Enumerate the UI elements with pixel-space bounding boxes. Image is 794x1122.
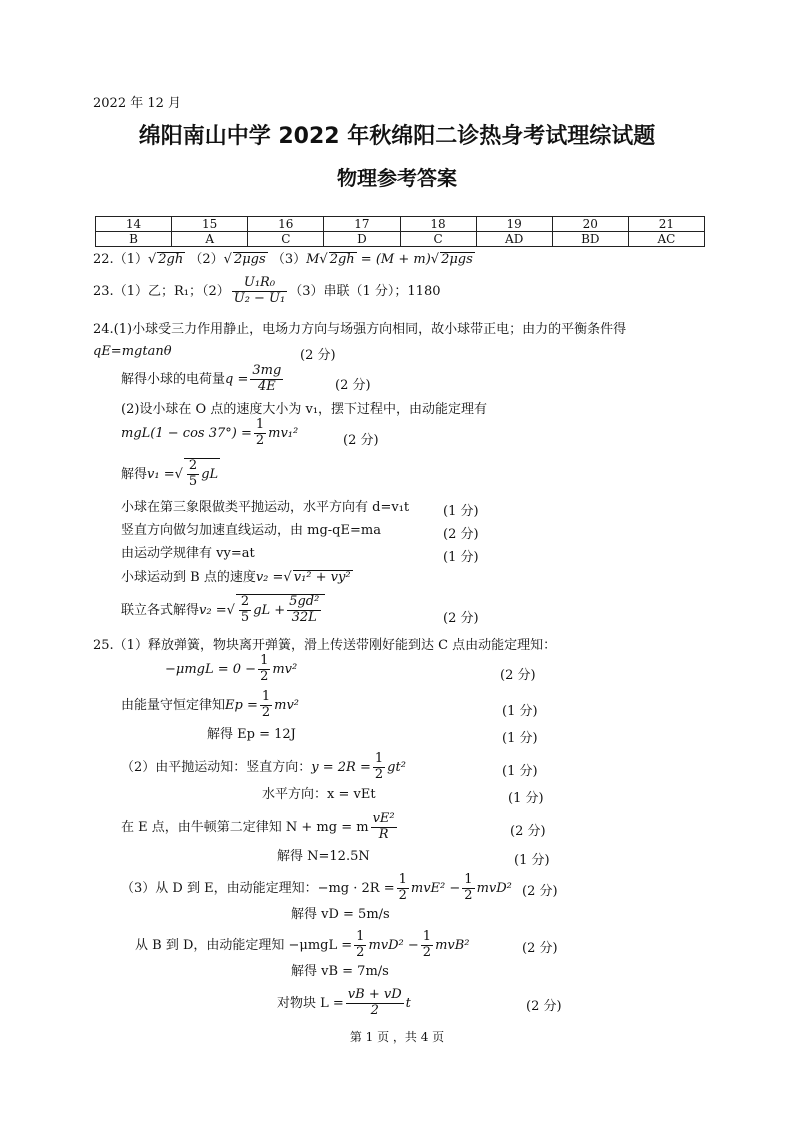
fraction-numerator: 1 [464,872,473,887]
q25-newton-result: 解得 N=12.5N [277,849,370,864]
q25-part3 [121,873,512,904]
q25-eq2 [121,690,299,721]
fraction-denominator: 2 [398,887,407,903]
fraction-numerator: 1 [255,417,265,432]
q24-energy-rhs: mv₁² [268,425,299,441]
q25-eq1-lhs: −μmgL = 0 − [165,661,257,677]
answer-cell: C [248,232,324,247]
q24-speed-pre: 小球运动到 B 点的速度 [121,570,256,585]
fraction-denominator: 2 [422,944,432,960]
q25-bd-fraction1 [354,930,366,961]
question-number: 18 [400,217,476,232]
q25-bd-fraction2 [421,930,433,961]
q25-part3-mid: mvE² − [410,880,461,896]
q24-v1-fraction [187,459,199,490]
fraction-denominator: 5 [188,473,198,489]
score: (1 分) [502,764,538,779]
q24-joint-fraction-a [239,595,251,626]
q24-v1-line [121,458,220,490]
q25-horizontal: 水平方向：x = vEt [262,787,376,802]
score: (2 分) [343,433,379,448]
q22-answer3-root1: 2gh [329,252,355,267]
q25-eq1-fraction [258,654,270,685]
sqrt-sign [319,252,327,267]
score: (2 分) [522,941,558,956]
fraction-numerator: 1 [398,872,407,887]
q22-line [93,252,475,268]
q24-kinematic: 由运动学规律有 vy=at [121,546,255,561]
q25-part3-pre: （3）从 D 到 E，由动能定理知：−mg · 2R = [121,880,395,896]
answer-cell: C [400,232,476,247]
fraction-denominator: 2 [464,887,473,903]
fraction-numerator: 1 [261,689,271,704]
fraction-numerator: 1 [374,751,384,766]
score: (2 分) [300,348,336,363]
q25-part3-rhs: mvD² [476,880,512,896]
q25-bd-rhs: mvB² [435,937,470,953]
sqrt-sign [431,252,439,267]
score: (2 分) [510,824,546,839]
q24-speed-eq: v₂ = [255,570,284,585]
q25-length [277,988,411,1019]
q25-part2 [121,752,406,783]
q24-joint-pre: 联立各式解得 [121,602,200,618]
q23-label: 23. [93,283,114,299]
fraction-numerator: U₁R₀ [232,276,288,292]
q25-eq2-rhs: mv² [274,697,300,713]
q24-joint-radicand [236,594,325,626]
fraction-denominator: 2 [255,432,265,448]
q24-v1-pre: 解得 [121,466,148,482]
q24-speed-radicand: v₁² + vy² [293,570,351,585]
q25-bd [135,930,470,961]
q25-eq3: 解得 Ep = 12J [207,727,296,742]
q24-part2-text: (2)设小球在 O 点的速度大小为 v₁，摆下过程中，由动能定理有 [121,402,488,417]
fraction-numerator: 1 [356,929,365,944]
q24-v1-lhs: v₁ = [147,466,175,482]
page-footer: 第 1 页 ，共 4 页 [349,1030,445,1044]
score: (1 分) [443,550,479,565]
q24-speed-line [121,570,353,586]
fraction-numerator: vB + vD [347,987,402,1002]
answer-cell: A [172,232,248,247]
fraction-numerator: 2 [188,458,198,473]
q24-joint-fraction-b [287,595,321,626]
q22-answer3-mid: = (M + m) [356,252,431,267]
question-number: 19 [476,217,552,232]
q24-v1-rhs: gL [201,466,219,482]
fraction-numerator: 5gd² [289,594,320,609]
q25-eq1 [165,654,297,685]
question-number: 17 [324,217,400,232]
q24-joint-line [121,594,325,626]
q24-joint-eq: v₂ = [199,602,227,618]
score: (2 分) [522,884,558,899]
q24-intro: 24.(1)小球受三力作用静止，电场力方向与场强方向相同，故小球带正电；由力的平衡条件得 [93,322,627,337]
answer-cell: AD [476,232,552,247]
q22-part2: （2） [189,252,224,267]
q25-length-pre: 对物块 L = [277,995,344,1011]
page-title: 绵阳南山中学 2022 年秋绵阳二诊热身考试理综试题 [138,124,656,149]
q22-label: 22. [93,252,114,267]
question-number: 15 [172,217,248,232]
fraction-numerator: 1 [422,929,432,944]
q25-part2-lhs: y = 2R = [311,759,371,775]
fraction-denominator: 2 [261,704,271,720]
answer-cell: D [324,232,400,247]
q24-charge-line [121,364,285,395]
q25-length-fraction [346,988,404,1019]
sqrt-sign [224,252,232,267]
q25-newton [121,812,399,843]
q25-eq2-lhs: Ep = [225,697,258,713]
q24-charge-pre: 解得小球的电荷量 [121,371,226,387]
score: (2 分) [443,527,479,542]
fraction-denominator: 2 [374,766,384,782]
q25-length-rhs: t [405,995,411,1011]
question-number: 16 [248,217,324,232]
q25-eq2-fraction [260,690,272,721]
q22-answer3-root2: 2μgs [441,252,473,267]
sqrt-sign [148,252,156,267]
q24-energy-line [121,418,298,449]
q24-vertical: 竖直方向做匀加速直线运动，由 mg-qE=ma [121,523,381,538]
fraction-denominator: 4E [257,378,276,394]
q25-newton-fraction [371,812,397,843]
q24-energy-lhs: mgL(1 − cos 37°) = [121,425,252,441]
fraction-numerator: 3mg [252,363,282,378]
score: (2 分) [443,611,479,626]
q24-charge-q: q = [225,371,249,387]
fraction-denominator: 2 [370,1002,379,1018]
fraction-denominator: 32L [291,609,317,625]
q25-newton-pre: 在 E 点，由牛顿第二定律知 N + mg = m [121,819,369,835]
q25-vd: 解得 vD = 5m/s [291,907,390,922]
question-number: 14 [96,217,172,232]
score: (2 分) [335,378,371,393]
q25-eq2-pre: 由能量守恒定律知 [121,697,226,713]
fraction-denominator: R [378,826,389,842]
fraction-denominator: 2 [260,668,269,684]
q25-part2-fraction [373,752,385,783]
q25-intro: 25.（1）释放弹簧，物块离开弹簧，滑上传送带刚好能到达 C 点由动能定理知： [93,638,557,653]
q23-fraction [232,276,288,307]
score: (1 分) [514,853,550,868]
q25-part2-rhs: gt² [387,759,406,775]
q22-answer3-pre: M [306,252,320,267]
q24-horizontal: 小球在第三象限做类平抛运动，水平方向有 d=v₁t [121,500,410,515]
fraction-denominator: U₂ − U₁ [233,290,286,306]
q25-eq1-rhs: mv² [272,661,298,677]
q22-part3: （3） [271,252,307,267]
q24-joint-mid: gL + [253,602,286,618]
score: (1 分) [508,791,544,806]
answer-cell: AC [628,232,704,247]
question-number: 21 [628,217,704,232]
fraction-denominator: 5 [240,609,250,625]
q24-v1-radicand [184,458,220,490]
q25-vb: 解得 vB = 7m/s [291,964,389,979]
q23-part1: （1）乙；R₁；（2） [113,283,230,299]
answer-cell: BD [552,232,628,247]
score: (1 分) [443,504,479,519]
sqrt-sign [227,603,235,618]
q25-part3-fraction2 [462,873,474,904]
page-subtitle: 物理参考答案 [337,166,457,190]
q24-force-balance: qE=mgtanθ [93,344,172,359]
q25-part2-pre: （2）由平抛运动知：竖直方向： [121,759,312,775]
q22-answer2: 2μgs [233,252,266,267]
q22-answer1: 2gh [158,252,184,267]
sqrt-sign [175,467,183,482]
q25-bd-pre: 从 B 到 D，由动能定理知 −μmgL = [135,937,353,953]
answer-table [95,216,705,247]
answer-table-answers-row [96,232,705,247]
answer-cell: B [96,232,172,247]
q25-part3-fraction1 [397,873,409,904]
date: 2022 年 12 月 [93,96,182,111]
question-number: 20 [552,217,628,232]
score: (2 分) [526,999,562,1014]
fraction-denominator: 2 [356,944,365,960]
answer-table-numbers-row [96,217,705,232]
fraction-numerator: vE² [372,811,395,826]
q22-part1: （1） [113,252,148,267]
score: (1 分) [502,704,538,719]
q23-line [93,276,441,307]
q23-part3: （3）串联（1 分）；1180 [289,283,441,299]
score: (2 分) [500,668,536,683]
fraction-numerator: 1 [260,653,269,668]
q24-energy-fraction [254,418,266,449]
fraction-numerator: 2 [240,594,250,609]
score: (1 分) [502,731,538,746]
sqrt-sign [283,570,291,585]
q24-charge-fraction [250,364,283,395]
q25-bd-mid: mvD² − [368,937,419,953]
